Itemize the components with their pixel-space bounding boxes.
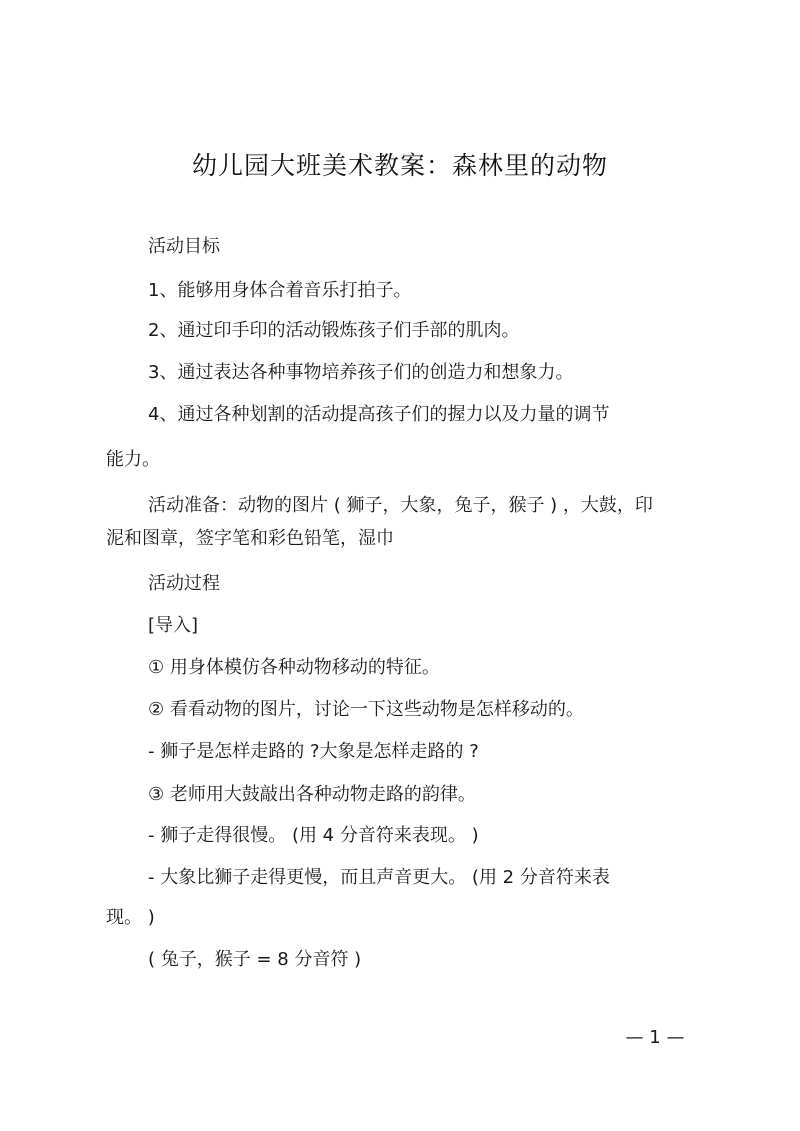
step-line-6-continuation: 现。 )	[106, 907, 155, 928]
step-line-5: - 狮子走得很慢。 (用 4 分音符来表现。 )	[148, 825, 479, 846]
process-heading: 活动过程	[148, 573, 220, 594]
step-line-6: - 大象比狮子走得更慢，而且声音更大。 (用 2 分音符来表	[148, 867, 610, 888]
step-line-3: - 狮子是怎样走路的 ?大象是怎样走路的 ?	[148, 741, 479, 762]
objective-item-1: 1、能够用身体合着音乐打拍子。	[148, 280, 412, 301]
preparation-line-2: 泥和图章，签字笔和彩色铅笔，湿巾	[106, 528, 394, 549]
preparation-line-1: 活动准备：动物的图片 ( 狮子，大象，兔子，猴子 ) ，大鼓，印	[148, 495, 653, 516]
step-line-2: ② 看看动物的图片，讨论一下这些动物是怎样移动的。	[148, 699, 584, 720]
objectives-heading: 活动目标	[148, 236, 220, 257]
intro-heading: [导入]	[148, 615, 199, 636]
objective-item-2: 2、通过印手印的活动锻炼孩子们手部的肌肉。	[148, 320, 520, 341]
page-number: — 1 —	[625, 1027, 685, 1048]
step-line-1: ① 用身体模仿各种动物移动的特征。	[148, 657, 440, 678]
document-title: 幼儿园大班美术教案：森林里的动物	[191, 151, 608, 180]
objective-item-3: 3、通过表达各种事物培养孩子们的创造力和想象力。	[148, 362, 574, 383]
step-line-7: ( 兔子，猴子 = 8 分音符 )	[148, 949, 362, 970]
objective-item-4: 4、通过各种划割的活动提高孩子们的握力以及力量的调节	[148, 404, 610, 425]
objective-item-4-continuation: 能力。	[106, 449, 160, 470]
step-line-4: ③ 老师用大鼓敲出各种动物走路的韵律。	[148, 784, 476, 805]
